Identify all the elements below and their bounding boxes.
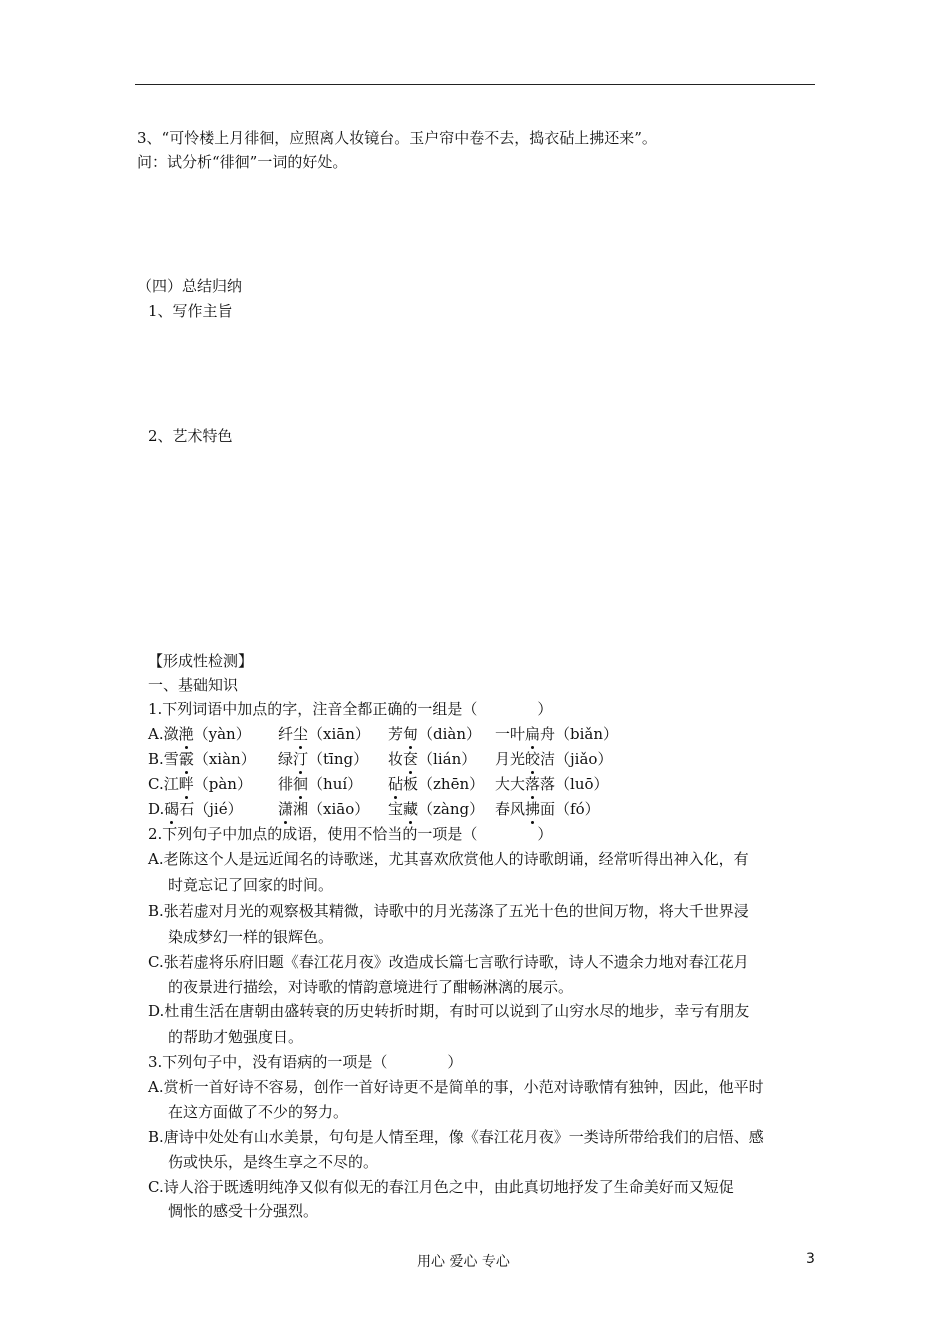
dotted-character: 霰 [178,750,194,768]
pinyin-annotation: 舟（biǎn） [540,725,619,743]
test-heading: 【形成性检测】 [148,652,254,670]
q3-option-c-line1: C.诗人浴于既透明纯净又似有似无的春江月色之中，由此真切地抒发了生命美好而又短促 [148,1178,734,1196]
option-letter: B. [148,750,164,768]
q1-option-b-word-2 [278,749,368,769]
pinyin-annotation: 石（jié） [179,800,243,818]
q3-option-b-line1: B.唐诗中处处有山水美景，句句是人情至理，像《春江花月夜》一类诗所带给我们的启悟、感 [148,1128,764,1146]
dotted-character: 拂 [525,800,541,818]
footer-motto: 用心 爱心 专心 [417,1254,510,1270]
pinyin-annotation: （xiān） [308,725,370,743]
q1-option-b-word-4 [495,749,612,769]
pinyin-annotation: （zàng） [418,800,485,818]
q1-option-b-word-1 [148,749,256,769]
pinyin-annotation: 板（zhēn） [403,775,485,793]
q2-option-c-line2: 的夜景进行描绘，对诗歌的情韵意境进行了酣畅淋漓的展示。 [168,978,574,996]
q1-stem: 1.下列词语中加点的字，注音全都正确的一组是（ ） [148,700,553,718]
dotted-character: 尘 [293,725,309,743]
q2-option-d-line2: 的帮助才勉强度日。 [168,1028,304,1046]
page-number: 3 [806,1251,815,1267]
dotted-character: 扁 [525,725,541,743]
summary-item-art: 2、艺术特色 [148,427,233,445]
word-prefix: 江 [163,775,179,793]
word-prefix: 春风 [495,800,526,818]
q1-option-d-word-4 [495,799,600,819]
pinyin-annotation: 洁（jiǎo） [540,750,613,768]
dotted-character: 碣 [164,800,180,818]
q2-stem: 2.下列句子中加点的成语，使用不恰当的一项是（ ） [148,825,553,843]
word-prefix: 一叶 [495,725,526,743]
q3-option-c-line2: 惆怅的感受十分强烈。 [168,1202,319,1220]
dotted-character: 滟 [178,725,194,743]
summary-item-theme: 1、写作主旨 [148,302,233,320]
word-prefix: 妆 [388,750,404,768]
q1-option-c-word-2 [278,774,362,794]
pinyin-annotation: （lián） [418,750,477,768]
word-prefix: 潋 [163,725,179,743]
option-letter: D. [148,800,165,818]
word-prefix: 徘 [278,775,294,793]
word-prefix: 芳 [388,725,404,743]
word-prefix: 大大 [495,775,526,793]
dotted-character: 徊 [293,775,309,793]
dotted-character: 甸 [403,725,419,743]
dotted-character: 畔 [178,775,194,793]
q3-poem-line: 3、“可怜楼上月徘徊，应照离人妆镜台。玉户帘中卷不去，捣衣砧上拂还来”。 [137,129,657,147]
q3-option-a-line2: 在这方面做了不少的努力。 [168,1103,349,1121]
pinyin-annotation: （xiàn） [193,750,256,768]
word-prefix: 宝 [388,800,404,818]
pinyin-annotation: 湘（xiāo） [293,800,370,818]
dotted-character: 皎 [525,750,541,768]
word-prefix: 雪 [163,750,179,768]
pinyin-annotation: 落（luō） [540,775,609,793]
q1-option-a-word-4 [495,724,618,744]
q1-option-c-word-3 [388,774,484,794]
pinyin-annotation: （huí） [308,775,363,793]
q1-option-a-word-3 [388,724,481,744]
word-prefix: 绿 [278,750,294,768]
pinyin-annotation: （pàn） [193,775,252,793]
dotted-character: 潇 [278,800,294,818]
option-letter: A. [148,725,164,743]
pinyin-annotation: （yàn） [193,725,251,743]
option-letter: C. [148,775,164,793]
q1-option-d-word-1 [148,799,243,819]
q1-option-a-word-1 [148,724,251,744]
q1-option-d-word-3 [388,799,484,819]
section-basic-knowledge: 一、基础知识 [148,676,239,694]
pinyin-annotation: （diàn） [418,725,482,743]
word-prefix: 月光 [495,750,526,768]
pinyin-annotation: （tīng） [308,750,369,768]
dotted-character: 藏 [403,800,419,818]
dotted-character: 砧 [388,775,404,793]
q3-option-b-line2: 伤或快乐，是终生享之不尽的。 [168,1153,379,1171]
pinyin-annotation: 面（fó） [540,800,600,818]
summary-heading: （四）总结归纳 [137,277,243,295]
header-rule [135,84,815,85]
dotted-character: 落 [525,775,541,793]
dotted-character: 汀 [293,750,309,768]
q3-stem: 3.下列句子中，没有语病的一项是（ ） [148,1053,463,1071]
q2-option-a-line2: 时竟忘记了回家的时间。 [168,876,334,894]
q1-option-c-word-1 [148,774,252,794]
q1-option-d-word-2 [278,799,369,819]
q2-option-b-line2: 染成梦幻一样的银辉色。 [168,928,334,946]
q3-option-a-line1: A.赏析一首好诗不容易，创作一首好诗更不是简单的事，小范对诗歌情有独钟，因此，他平时 [148,1078,764,1096]
word-prefix: 纤 [278,725,294,743]
dotted-character: 奁 [403,750,419,768]
q1-option-c-word-4 [495,774,609,794]
q3-question-line: 问：试分析“徘徊”一词的好处。 [137,153,348,171]
q1-option-b-word-3 [388,749,476,769]
q2-option-a-line1: A.老陈这个人是远近闻名的诗歌迷，尤其喜欢欣赏他人的诗歌朗诵，经常听得出神入化，有 [148,850,749,868]
q2-option-c-line1: C.张若虚将乐府旧题《春江花月夜》改造成长篇七言歌行诗歌，诗人不遗余力地对春江花月 [148,953,749,971]
q2-option-b-line1: B.张若虚对月光的观察极其精微，诗歌中的月光荡涤了五光十色的世间万物，将大千世界浸 [148,902,749,920]
q2-option-d-line1: D.杜甫生活在唐朝由盛转衰的历史转折时期，有时可以说到了山穷水尽的地步，幸亏有朋友 [148,1002,750,1020]
q1-option-a-word-2 [278,724,370,744]
